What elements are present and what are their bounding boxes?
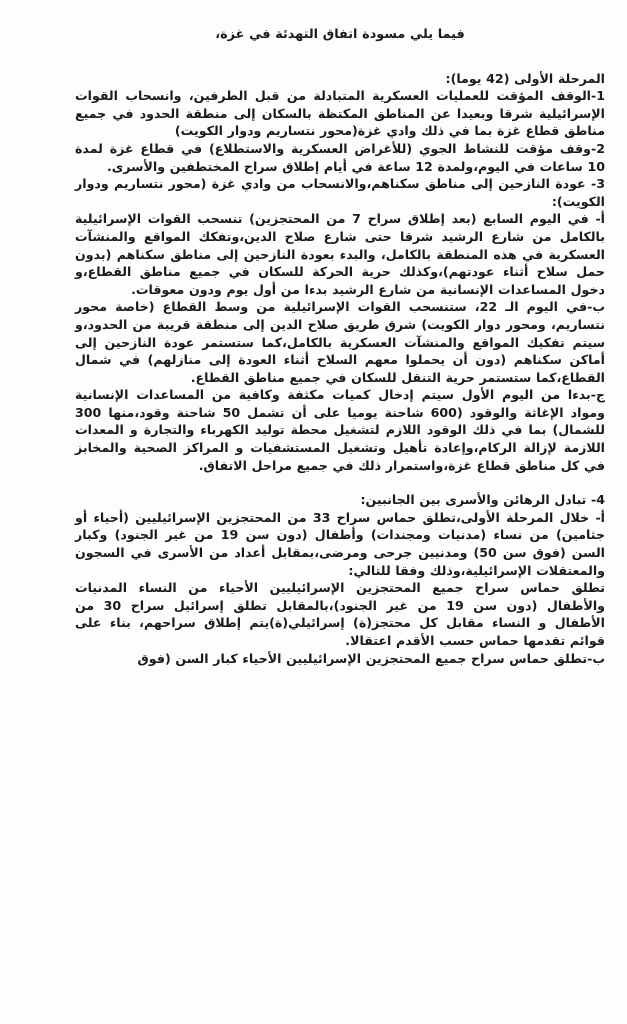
document-body xyxy=(75,18,605,667)
phase-one-heading: المرحلة الأولى (42 يوما): xyxy=(445,70,605,86)
spacer xyxy=(75,44,605,70)
spacer xyxy=(75,474,605,491)
clause-item-3-a: أ- في اليوم السابع (بعد إطلاق سراح 7 من المحتجزين) تنسحب القوات الإسرائيلية بالكامل من شارع الرشيد شرقا حتى شارع صلاح الدين،وتفكك المواقع والمنشآت العسكرية في هذه المنطقة بالكامل، والبدء بعودة النازحين إلى مناطق سكناهم (بدون حمل سلاح أثناء عودتهم)،وكذلك حرية الحركة للسكان في جميع مناطق القطاع،و دخول المساعدات الإنسانية من شارع الرشيد بدءا من أول يوم ودون معوقات. xyxy=(75,211,605,297)
clause-item-4-a-detail: تطلق حماس سراح جميع المحتجزين الإسرائيليين الأحياء من النساء المدنيات والأطفال (دون سن 19 من غير الجنود)،بالمقابل تطلق إسرائيل سراح 30 من الأطفال و النساء مقابل كل محتجز(ة) إسرائيلي(ة)يتم إطلاق سراحهم، بناء على قوائم تقدمها حماس حسب الأقدم اعتقالا. xyxy=(75,580,605,648)
clause-item-3-c: ج-بدءا من اليوم الأول سيتم إدخال كميات مكثفة وكافية من المساعدات الإنسانية ومواد الإغاثة والوقود (600 شاحنة يوميا على أن تشمل 50 شاحنة وقود،منها 300 للشمال) بما في ذلك الوقود اللازم لتشغيل محطة توليد الكهرباء والتجارة و المعدات اللازمة لإزالة الركام،وإعادة تأهيل وتشغيل المستشفيات و المراكز الصحية والمخابز في كل مناطق قطاع غزة،واستمرار ذلك في جميع مراحل الاتفاق. xyxy=(75,387,605,473)
clause-item-3: 3- عودة النازحين إلى مناطق سكناهم،والانسحاب من وادي غزة (محور نتساريم ودوار الكويت): xyxy=(75,176,605,209)
clause-item-4-b: ب-تطلق حماس سراح جميع المحتجزين الإسرائيليين الأحياء كبار السن (فوق xyxy=(137,650,605,666)
clause-item-2: 2-وقف مؤقت للنشاط الجوي (للأغراض العسكرية والاستطلاع) في قطاع غزة لمدة 10 ساعات في اليوم،ولمدة 12 ساعة في أيام إطلاق سراح المختطفين والأسرى. xyxy=(75,140,605,174)
clause-item-1: 1-الوقف المؤقت للعمليات العسكرية المتبادلة من قبل الطرفين، وانسحاب القوات الإسرائيلية شرقا وبعيدا عن المناطق المكتظة بالسكان إلى منطقة الحدود في جميع مناطق قطاع غزة بما في ذلك وادي غزة(محور نتساريم ودوار الكويت) xyxy=(75,88,605,139)
clause-item-3-b: ب-في اليوم الـ 22، ستنسحب القوات الإسرائيلية من وسط القطاع (خاصة محور نتساريم، ومحور دوار الكويت) شرق طريق صلاح الدين إلى منطقة قريبة من الحدود،و سيتم تفكيك المواقع والمنشآت العسكرية بالكامل،كما ستستمر عودة النازحين إلى أماكن سكناهم (دون أن يحملوا معهم السلاح أثناء العودة إلى منازلهم) في شمال القطاع،كما ستستمر حرية التنقل للسكان في جميع مناطق القطاع. xyxy=(75,299,605,385)
clause-item-4-heading: 4- تبادل الرهائن والأسرى بين الجانبين: xyxy=(360,492,605,508)
document-intro-line: فيما يلي مسودة اتفاق التهدئة في غزة، xyxy=(215,27,465,42)
clause-item-4-a: أ- خلال المرحلة الأولى،تطلق حماس سراح 33 من المحتجزين الإسرائيليين (أحياء أو جثامين) من نساء (مدنيات ومجندات) وأطفال (دون سن 19 من غير الجنود) وكبار السن (فوق سن 50) ومدنيين جرحى ومرضى،بمقابل أعداد من الأسرى في السجون والمعتقلات الإسرائيلية،وذلك وفقا للتالي: xyxy=(75,509,606,578)
